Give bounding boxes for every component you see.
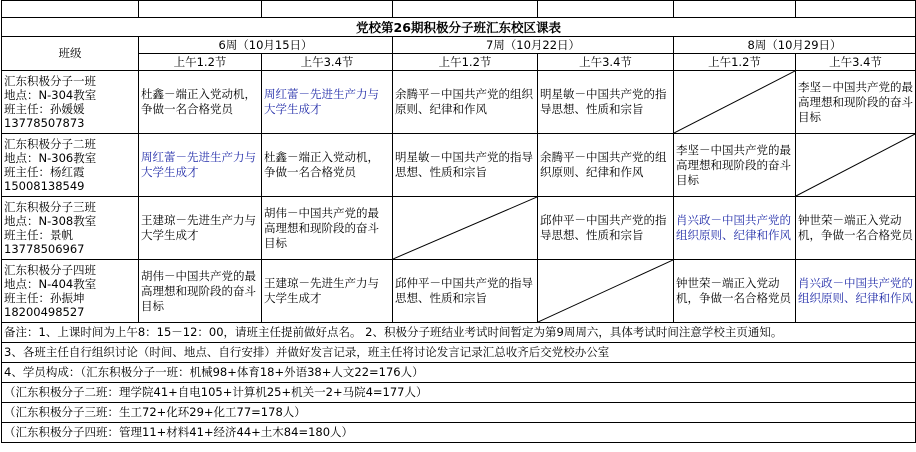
class-phone: 13778506967 bbox=[4, 242, 85, 256]
course-cell: 杜鑫－端正入党动机，争做一名合格党员 bbox=[262, 134, 393, 197]
note-row bbox=[2, 323, 916, 343]
course-cell: 明星敏－中国共产党的指导思想、性质和宗旨 bbox=[538, 71, 674, 134]
session-header-row bbox=[2, 54, 916, 71]
diagonal-slash-icon bbox=[796, 134, 915, 196]
course-cell: 邱仲平－中国共产党的指导思想、性质和宗旨 bbox=[393, 260, 538, 323]
class-phone: 13778507873 bbox=[4, 116, 85, 130]
class-info bbox=[2, 260, 139, 323]
class-location: 地点：N-304教室 bbox=[4, 88, 97, 102]
class-teacher: 班主任：孙媛媛 bbox=[4, 102, 85, 116]
page-title: 党校第26期积极分子班汇东校区课表 bbox=[2, 18, 916, 37]
course-cell: 李坚－中国共产党的最高理想和现阶段的奋斗目标 bbox=[796, 71, 916, 134]
note-text: （汇东积极分子四班：管理11+材料41+经济44+土木84=180人） bbox=[2, 423, 916, 443]
course-cell: 肖兴政－中国共产党的组织原则、纪律和作风 bbox=[796, 260, 916, 323]
note-text: 备注：1、上课时间为上午8：15－12：00，请班主任提前做好点名。 2、积极分子班结业考试时间暂定为第9周周六，具体考试时间注意学校主页通知。 bbox=[2, 323, 916, 343]
course-cell: 明星敏－中国共产党的指导思想、性质和宗旨 bbox=[393, 134, 538, 197]
class-info bbox=[2, 134, 139, 197]
class-teacher: 班主任：景帆 bbox=[4, 228, 73, 242]
class-phone: 15008138549 bbox=[4, 179, 85, 193]
week-header-row bbox=[2, 37, 916, 54]
diagonal-slash-icon bbox=[538, 260, 673, 322]
class-location: 地点：N-404教室 bbox=[4, 277, 97, 291]
class-info bbox=[2, 71, 139, 134]
class-name: 汇东积极分子三班 bbox=[4, 200, 96, 214]
course-cell: 杜鑫－端正入党动机，争做一名合格党员 bbox=[139, 71, 262, 134]
empty-slash-cell bbox=[796, 134, 916, 197]
course-cell: 余腾平－中国共产党的组织原则、纪律和作风 bbox=[538, 134, 674, 197]
blank-cell bbox=[674, 1, 796, 18]
class-teacher: 班主任：杨红霞 bbox=[4, 165, 85, 179]
course-cell: 余腾平－中国共产党的组织原则、纪律和作风 bbox=[393, 71, 538, 134]
blank-cell bbox=[796, 1, 916, 18]
session-header: 上午1.2节 bbox=[139, 54, 262, 71]
course-cell: 邱仲平－中国共产党的指导思想、性质和宗旨 bbox=[538, 197, 674, 260]
blank-top-row bbox=[2, 1, 916, 18]
week-8-header: 8周（10月29日） bbox=[674, 37, 916, 54]
class-row-1 bbox=[2, 71, 916, 134]
class-name: 汇东积极分子四班 bbox=[4, 263, 96, 277]
class-header: 班级 bbox=[2, 37, 139, 71]
course-cell: 胡伟－中国共产党的最高理想和现阶段的奋斗目标 bbox=[262, 197, 393, 260]
session-header: 上午1.2节 bbox=[674, 54, 796, 71]
class-name: 汇东积极分子一班 bbox=[4, 74, 96, 88]
course-cell: 王建琼－先进生产力与大学生成才 bbox=[262, 260, 393, 323]
class-info bbox=[2, 197, 139, 260]
note-text: （汇东积极分子二班：理学院41+自电105+计算机25+机关一2+马院4=177人） bbox=[2, 383, 916, 403]
diagonal-slash-icon bbox=[674, 71, 795, 133]
note-text: （汇东积极分子三班：生工72+化环29+化工77=178人） bbox=[2, 403, 916, 423]
empty-slash-cell bbox=[538, 260, 674, 323]
note-row bbox=[2, 343, 916, 363]
blank-cell bbox=[262, 1, 393, 18]
schedule-table bbox=[1, 0, 916, 443]
course-cell: 李坚－中国共产党的最高理想和现阶段的奋斗目标 bbox=[674, 134, 796, 197]
class-location: 地点：N-308教室 bbox=[4, 214, 97, 228]
course-cell: 钟世荣－端正入党动机，争做一名合格党员 bbox=[796, 197, 916, 260]
blank-cell bbox=[139, 1, 262, 18]
session-header: 上午3.4节 bbox=[538, 54, 674, 71]
class-row-4 bbox=[2, 260, 916, 323]
note-text: 4、学员构成：（汇东积极分子一班：机械98+体育18+外语38+人文22=176人） bbox=[2, 363, 916, 383]
class-teacher: 班主任：孙振坤 bbox=[4, 291, 85, 305]
blank-cell bbox=[393, 1, 538, 18]
empty-slash-cell bbox=[674, 71, 796, 134]
week-7-header: 7周（10月22日） bbox=[393, 37, 674, 54]
week-6-header: 6周（10月15日） bbox=[139, 37, 393, 54]
class-phone: 18200498527 bbox=[4, 305, 85, 319]
note-text: 3、各班主任自行组织讨论（时间、地点、自行安排）并做好发言记录，班主任将讨论发言记录汇总收齐后交党校办公室 bbox=[2, 343, 916, 363]
class-row-3 bbox=[2, 197, 916, 260]
course-cell: 周红蕾－先进生产力与大学生成才 bbox=[139, 134, 262, 197]
course-cell: 胡伟－中国共产党的最高理想和现阶段的奋斗目标 bbox=[139, 260, 262, 323]
session-header: 上午3.4节 bbox=[796, 54, 916, 71]
title-row bbox=[2, 18, 916, 37]
diagonal-slash-icon bbox=[393, 197, 537, 259]
session-header: 上午3.4节 bbox=[262, 54, 393, 71]
note-row bbox=[2, 363, 916, 383]
course-cell: 王建琼－先进生产力与大学生成才 bbox=[139, 197, 262, 260]
course-cell: 肖兴政－中国共产党的组织原则、纪律和作风 bbox=[674, 197, 796, 260]
empty-slash-cell bbox=[393, 197, 538, 260]
class-location: 地点：N-306教室 bbox=[4, 151, 97, 165]
class-row-2 bbox=[2, 134, 916, 197]
note-row bbox=[2, 383, 916, 403]
note-row bbox=[2, 423, 916, 443]
class-name: 汇东积极分子二班 bbox=[4, 137, 96, 151]
note-row bbox=[2, 403, 916, 423]
course-cell: 周红蕾－先进生产力与大学生成才 bbox=[262, 71, 393, 134]
session-header: 上午1.2节 bbox=[393, 54, 538, 71]
blank-cell bbox=[2, 1, 139, 18]
course-cell: 钟世荣－端正入党动机，争做一名合格党员 bbox=[674, 260, 796, 323]
blank-cell bbox=[538, 1, 674, 18]
